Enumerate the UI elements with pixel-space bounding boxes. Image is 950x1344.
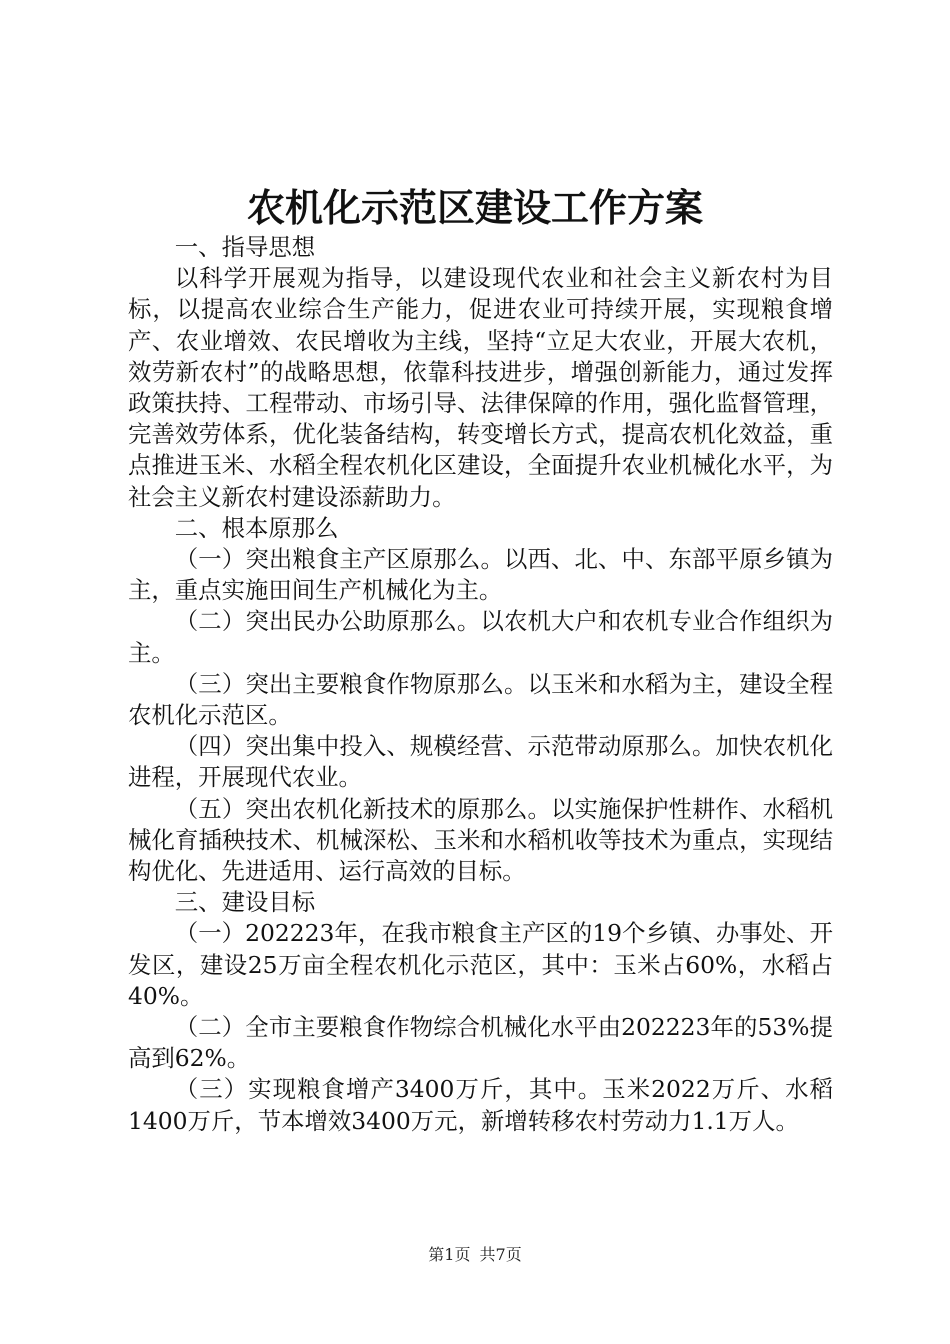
page-total: 共7页: [479, 1245, 522, 1264]
page-number: 第1页: [428, 1245, 471, 1264]
document-title: 农机化示范区建设工作方案: [246, 185, 703, 230]
paragraph-guiding-thought: 以科学开展观为指导，以建设现代农业和社会主义新农村为目标，以提高农业综合生产能力，促进农业可持续开展，实现粮食增产、农业增效、农民增收为主线，坚持“立足大农业，开展大农机，效劳新农村”的战略思想，依靠科技进步，增强创新能力，通过发挥政策扶持、工程带动、市场引导、法律保障的作用，强化监督管理，完善效劳体系，优化装备结构，转变增长方式，提高农机化效益，重点推进玉米、水稻全程农机化区建设，全面提升农业机械化水平，为社会主义新农村建设添薪助力。: [128, 264, 833, 511]
paragraph-goal-1: （一）202223年，在我市粮食主产区的19个乡镇、办事处、开发区，建设25万亩全程农机化示范区，其中：玉米占60%，水稻占40%。: [128, 919, 833, 1010]
paragraph-principle-1: （一）突出粮食主产区原那么。以西、北、中、东部平原乡镇为主，重点实施田间生产机械化为主。: [128, 545, 833, 605]
paragraph-goal-2: （二）全市主要粮食作物综合机械化水平由202223年的53%提高到62%。: [128, 1013, 833, 1073]
section-heading-guiding-thought: 一、指导思想: [174, 233, 316, 261]
paragraph-goal-3: （三）实现粮食增产3400万斤，其中。玉米2022万斤、水稻1400万斤，节本增效3400万元，新增转移农村劳动力1.1万人。: [128, 1075, 833, 1135]
paragraph-principle-2: （二）突出民办公助原那么。以农机大户和农机专业合作组织为主。: [128, 607, 833, 667]
paragraph-principle-4: （四）突出集中投入、规模经营、示范带动原那么。加快农机化进程，开展现代农业。: [128, 732, 833, 792]
paragraph-principle-5: （五）突出农机化新技术的原那么。以实施保护性耕作、水稻机械化育插秧技术、机械深松、玉米和水稻机收等技术为重点，实现结构优化、先进适用、运行高效的目标。: [128, 794, 833, 886]
section-heading-construction-goals: 三、建设目标: [174, 888, 316, 917]
section-heading-basic-principles: 二、根本原那么: [174, 513, 339, 542]
document-body: [128, 232, 833, 1137]
paragraph-principle-3: （三）突出主要粮食作物原那么。以玉米和水稻为主，建设全程农机化示范区。: [128, 669, 833, 730]
page-footer: [0, 1242, 950, 1265]
